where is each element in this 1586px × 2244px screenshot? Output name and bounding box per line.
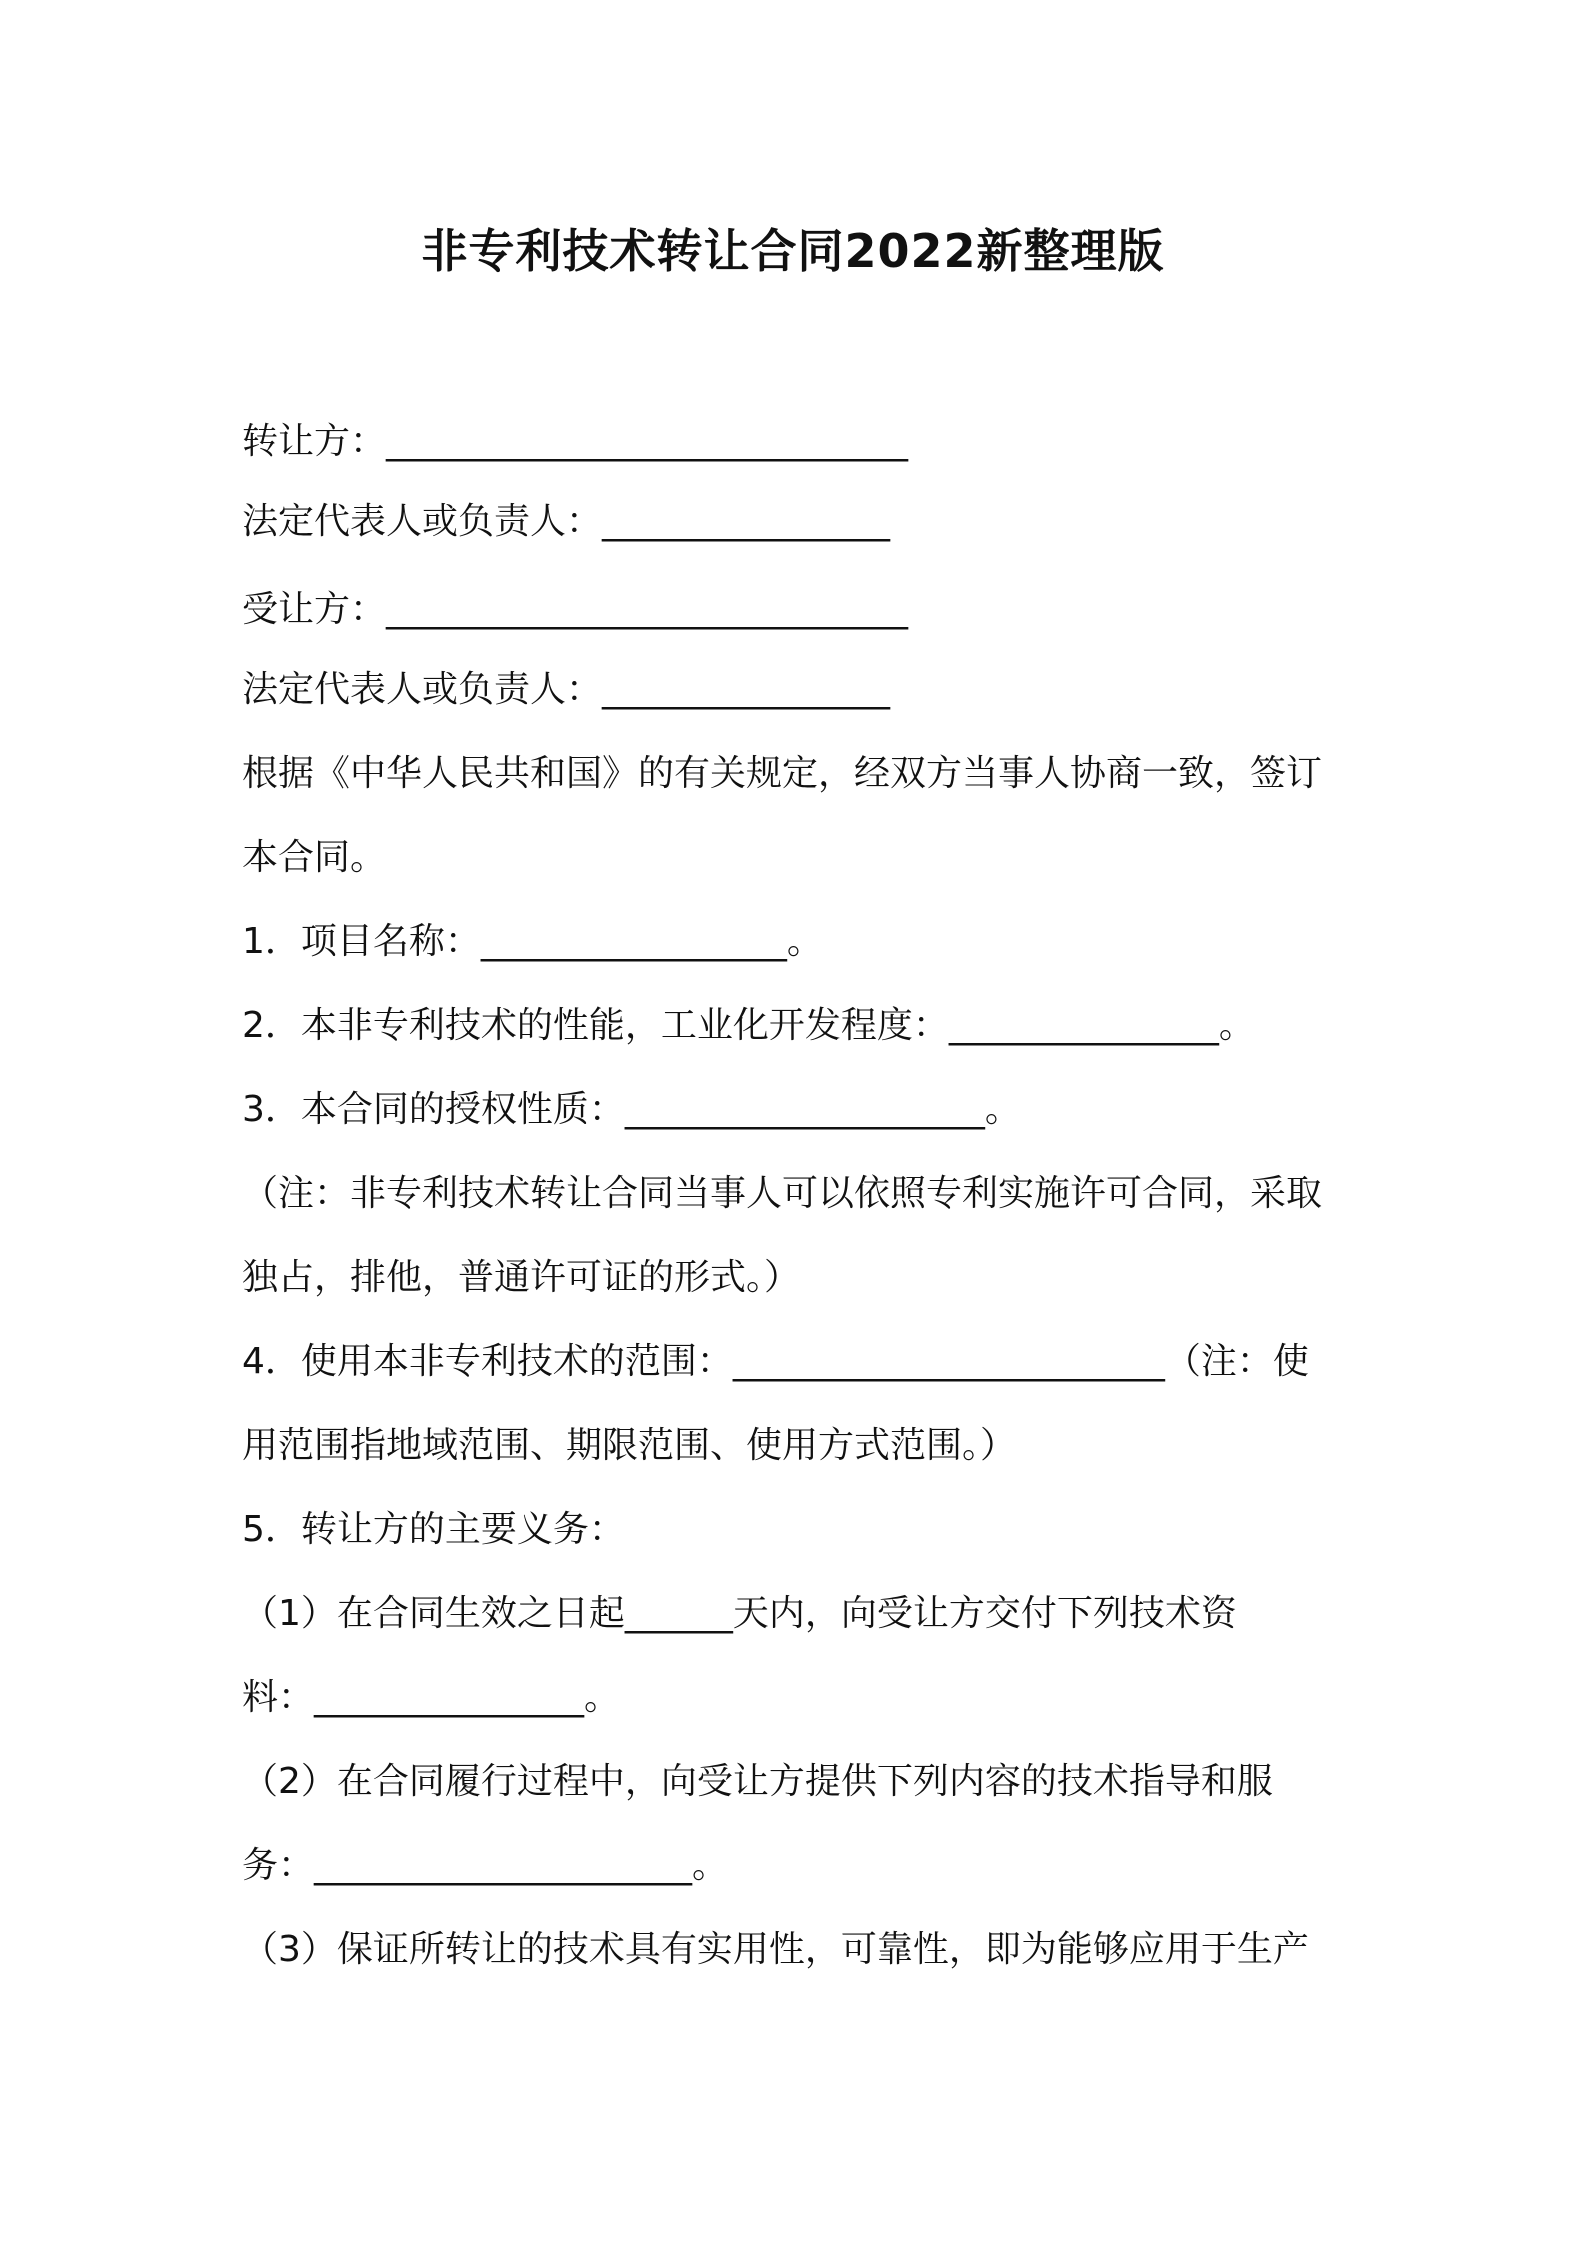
note-line-2: 独占，排他，普通许可证的形式。）: [242, 1257, 801, 1298]
clause-4-scope-line-2: 用范围指地域范围、期限范围、使用方式范围。）: [242, 1425, 1017, 1466]
clause-5-item-2-line-1: （2）在合同履行过程中，向受让方提供下列内容的技术指导和服: [242, 1761, 1273, 1802]
transferee-representative-line: 法定代表人或负责人：________________: [242, 669, 891, 710]
clause-1-project-name: 1．项目名称：_________________。: [242, 921, 823, 962]
transferee-line: 受让方：_____________________________: [242, 589, 909, 630]
clause-5-item-2-line-2: 务：_____________________。: [242, 1845, 729, 1886]
clause-5-item-3-line-1: （3）保证所转让的技术具有实用性，可靠性，即为能够应用于生产: [242, 1929, 1309, 1970]
clause-5-item-1-line-1: （1）在合同生效之日起______天内，向受让方交付下列技术资: [242, 1593, 1237, 1634]
document-title: 非专利技术转让合同2022新整理版: [421, 224, 1165, 278]
clause-4-scope-line-1: 4．使用本非专利技术的范围：________________________（注：使: [242, 1341, 1309, 1382]
clause-5-heading: 5．转让方的主要义务：: [242, 1509, 625, 1550]
transferor-representative-line: 法定代表人或负责人：________________: [242, 501, 891, 542]
clause-3-license-nature: 3．本合同的授权性质：____________________。: [242, 1089, 1021, 1130]
clause-5-item-1-line-2: 料：_______________。: [242, 1677, 621, 1718]
clause-2-performance: 2．本非专利技术的性能，工业化开发程度：_______________。: [242, 1005, 1255, 1046]
note-line-1: （注：非专利技术转让合同当事人可以依照专利实施许可合同，采取: [242, 1173, 1323, 1214]
transferor-line: 转让方：_____________________________: [242, 421, 909, 462]
preamble-line-1: 根据《中华人民共和国》的有关规定，经双方当事人协商一致，签订: [242, 753, 1323, 794]
preamble-line-2: 本合同。: [242, 837, 387, 878]
